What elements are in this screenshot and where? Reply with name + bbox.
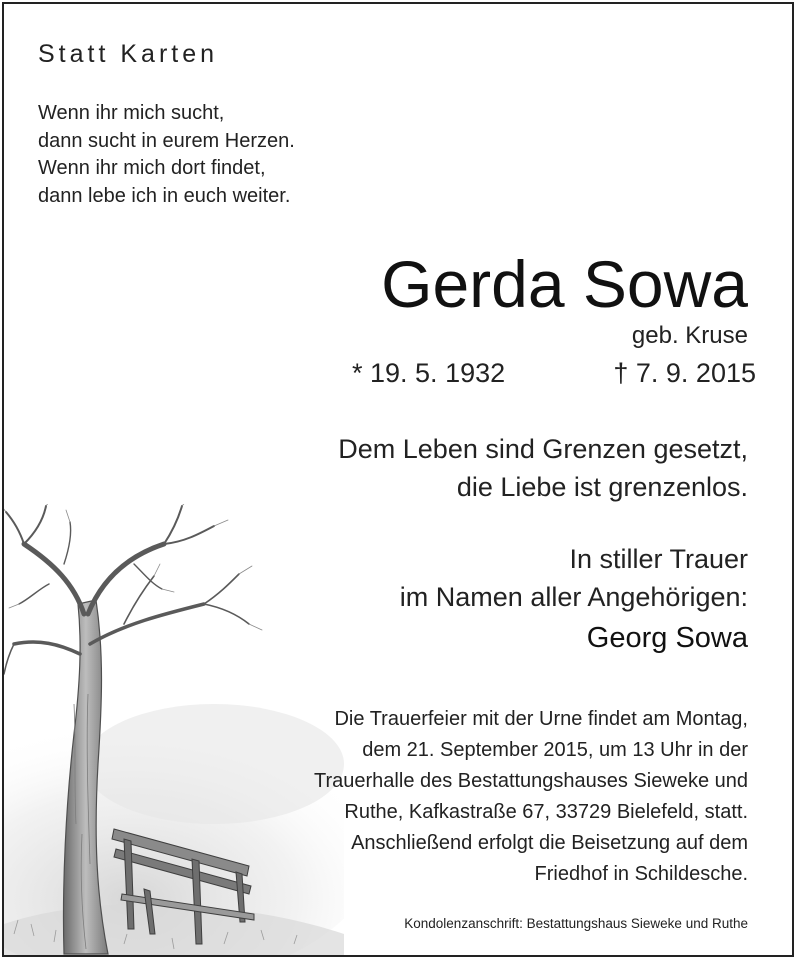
memorial-quote bbox=[338, 430, 748, 506]
mourning-line: In stiller Trauer bbox=[569, 544, 748, 574]
poem-line: dann lebe ich in euch weiter. bbox=[38, 184, 291, 207]
death-date: † 7. 9. 2015 bbox=[613, 358, 756, 388]
notice-line: Ruthe, Kafkastraße 67, 33729 Bielefeld, statt. bbox=[344, 801, 748, 823]
notice-line: Die Trauerfeier mit der Urne findet am Montag, bbox=[334, 708, 748, 730]
condolence-address: Kondolenzanschrift: Bestattungshaus Sieweke und Ruthe bbox=[404, 916, 748, 931]
signer-name: Georg Sowa bbox=[586, 622, 748, 654]
quote-line: die Liebe ist grenzenlos. bbox=[456, 472, 748, 502]
poem bbox=[38, 100, 295, 210]
maiden-name: geb. Kruse bbox=[631, 322, 748, 349]
quote-line: Dem Leben sind Grenzen gesetzt, bbox=[338, 434, 748, 464]
mourning-statement bbox=[400, 540, 748, 616]
obituary-notice bbox=[2, 2, 794, 957]
notice-line: Anschließend erfolgt die Beisetzung auf dem bbox=[351, 832, 748, 854]
notice-line: Friedhof in Schildesche. bbox=[534, 863, 748, 885]
birth-date: * 19. 5. 1932 bbox=[352, 358, 506, 388]
poem-line: Wenn ihr mich dort findet, bbox=[38, 157, 266, 179]
funeral-notice bbox=[314, 704, 748, 890]
notice-line: dem 21. September 2015, um 13 Uhr in der bbox=[362, 739, 748, 761]
deceased-name: Gerda Sowa bbox=[381, 247, 748, 321]
tree-and-bench-illustration bbox=[4, 504, 344, 957]
poem-line: dann sucht in eurem Herzen. bbox=[38, 129, 295, 152]
poem-line: Wenn ihr mich sucht, bbox=[38, 102, 225, 124]
notice-line: Trauerhalle des Bestattungshauses Sieweke und bbox=[314, 770, 748, 792]
mourning-line: im Namen aller Angehörigen: bbox=[399, 582, 748, 612]
statt-karten-heading: Statt Karten bbox=[38, 40, 219, 68]
